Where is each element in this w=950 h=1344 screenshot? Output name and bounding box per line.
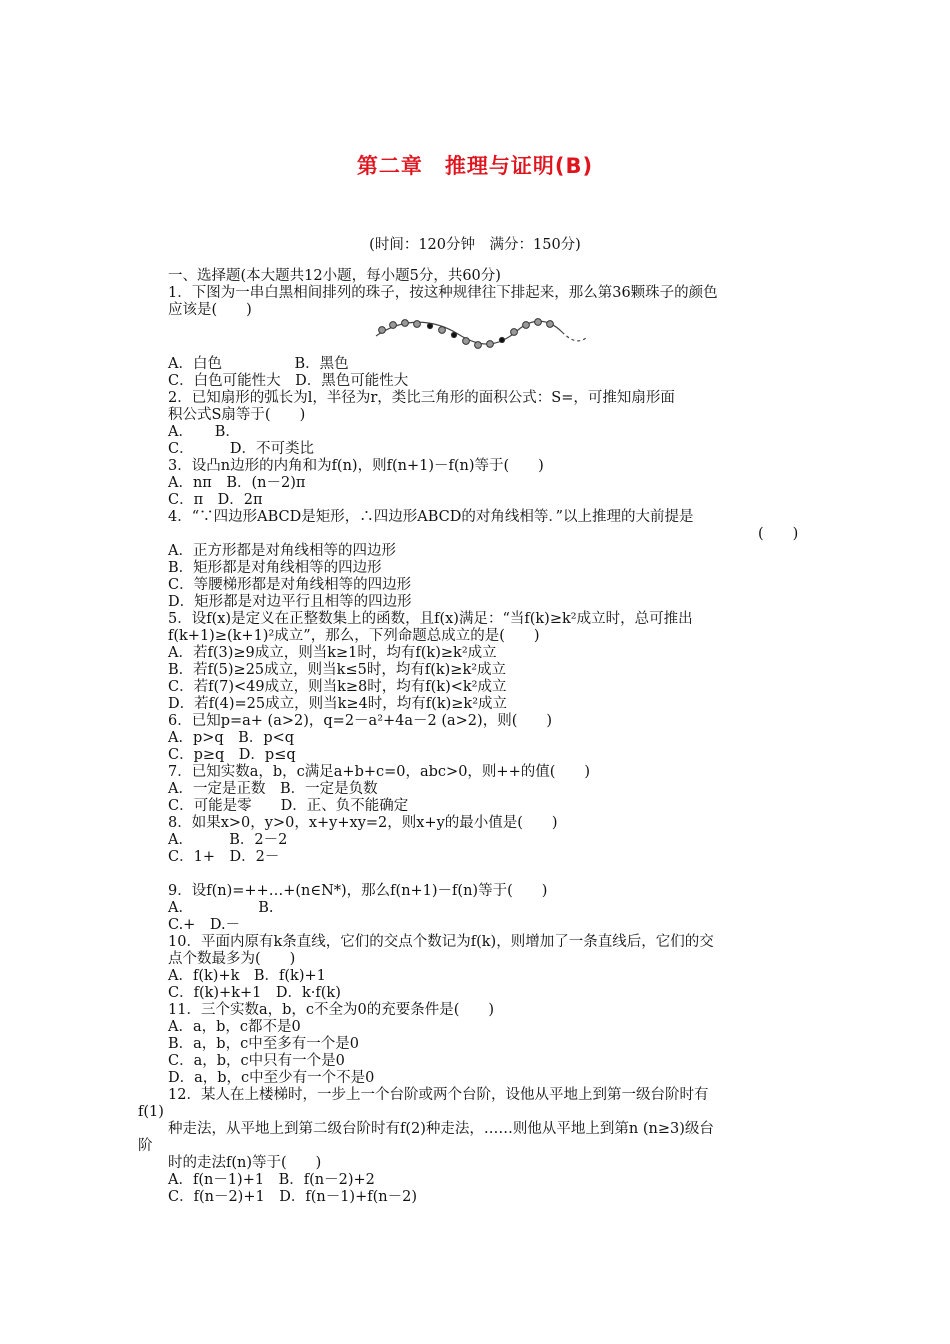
q5-option-d: D．若f(4)=25成立，则当k≥4时，均有f(k)≥k²成立 xyxy=(168,696,508,712)
question-4-answer-blank: ( ) xyxy=(758,526,799,542)
question-3-text: 3．设凸n边形的内角和为f(n)，则f(n+1)－f(n)等于( ) xyxy=(168,458,544,474)
q4-option-b: B．矩形都是对角线相等的四边形 xyxy=(168,560,382,576)
exam-info: (时间：120分钟 满分：150分) xyxy=(369,237,581,253)
q11-option-d: D．a，b，c中至少有一个不是0 xyxy=(168,1070,375,1086)
question-12-text-wrap: f(1) xyxy=(138,1104,164,1120)
q6-options-cd: C．p≥q D．p≤q xyxy=(168,747,296,763)
question-10-text-cont: 点个数最多为( ) xyxy=(168,951,296,967)
q2-options-cd: C． D．不可类比 xyxy=(168,441,314,457)
q10-options-ab: A．f(k)+k B．f(k)+1 xyxy=(168,968,326,984)
page-title: 第二章 推理与证明(B) xyxy=(356,154,594,178)
q6-options-ab: A．p>q B．p<q xyxy=(168,730,295,746)
question-12-text-cont: 种走法，从平地上到第二级台阶时有f(2)种走法，……则他从平地上到第n (n≥3)级台 xyxy=(168,1121,714,1137)
question-9-text: 9．设f(n)=++…+(n∈N*)，那么f(n+1)－f(n)等于( ) xyxy=(168,883,548,899)
q11-option-b: B．a，b，c中至多有一个是0 xyxy=(168,1036,359,1052)
question-2-text: 2．已知扇形的弧长为l，半径为r，类比三角形的面积公式：S=，可推知扇形面 xyxy=(168,390,675,406)
q1-options-ab: A．白色 B．黑色 xyxy=(168,356,349,372)
q12-options-cd: C．f(n－2)+1 D．f(n－1)+f(n－2) xyxy=(168,1189,417,1205)
q12-options-ab: A．f(n－1)+1 B．f(n－2)+2 xyxy=(168,1172,375,1188)
question-2-text-cont: 积公式S扇等于( ) xyxy=(168,407,306,423)
q9-options-ab: A． B. xyxy=(168,900,274,916)
q2-options-ab: A． B． xyxy=(168,424,240,440)
q7-options-cd: C．可能是零 D．正、负不能确定 xyxy=(168,798,409,814)
q7-options-ab: A．一定是正数 B．一定是负数 xyxy=(168,781,378,797)
q5-option-a: A．若f(3)≥9成立，则当k≥1时，均有f(k)≥k²成立 xyxy=(168,645,497,661)
question-12-text-wrap-2: 阶 xyxy=(138,1138,153,1154)
q4-option-c: C．等腰梯形都是对角线相等的四边形 xyxy=(168,577,412,593)
question-7-text: 7．已知实数a，b，c满足a+b+c=0，abc>0，则++的值( ) xyxy=(168,764,591,780)
q5-option-c: C．若f(7)<49成立，则当k≥8时，均有f(k)<k²成立 xyxy=(168,679,507,695)
question-5-text: 5．设f(x)是定义在正整数集上的函数，且f(x)满足：“当f(k)≥k²成立时，总可推出 xyxy=(168,611,693,627)
q8-options-ab: A． B．2－2 xyxy=(168,832,288,848)
question-1-text: 1．下图为一串白黑相间排列的珠子，按这种规律往下排起来，那么第36颗珠子的颜色 xyxy=(168,285,718,301)
q10-options-cd: C．f(k)+k+1 D．k·f(k) xyxy=(168,985,341,1001)
q3-options-cd: C．π D．2π xyxy=(168,492,263,508)
q11-option-c: C．a，b，c中只有一个是0 xyxy=(168,1053,345,1069)
q4-option-a: A．正方形都是对角线相等的四边形 xyxy=(168,543,396,559)
question-12-text-end: 时的走法f(n)等于( ) xyxy=(168,1155,322,1171)
q4-option-d: D．矩形都是对边平行且相等的四边形 xyxy=(168,594,412,610)
q5-option-b: B．若f(5)≥25成立，则当k≤5时，均有f(k)≥k²成立 xyxy=(168,662,507,678)
question-11-text: 11．三个实数a，b，c不全为0的充要条件是( ) xyxy=(168,1002,495,1018)
question-1-text-cont: 应该是( ) xyxy=(168,302,252,318)
q3-options-ab: A．nπ B．(n－2)π xyxy=(168,475,306,491)
question-5-text-cont: f(k+1)≥(k+1)²成立”，那么，下列命题总成立的是( ) xyxy=(168,628,540,644)
q1-options-cd: C．白色可能性大 D．黑色可能性大 xyxy=(168,373,409,389)
section-heading: 一、选择题(本大题共12小题，每小题5分，共60分) xyxy=(168,268,501,284)
question-12-text: 12．某人在上楼梯时，一步上一个台阶或两个台阶，设他从平地上到第一级台阶时有 xyxy=(168,1087,709,1103)
question-10-text: 10．平面内原有k条直线，它们的交点个数记为f(k)，则增加了一条直线后，它们的交 xyxy=(168,934,714,950)
q11-option-a: A．a，b，c都不是0 xyxy=(168,1019,301,1035)
q9-options-cd: C.+ D.－ xyxy=(168,917,241,933)
question-6-text: 6．已知p=a+ (a>2)，q=2－a²+4a－2 (a>2)，则( ) xyxy=(168,713,553,729)
question-8-text: 8．如果x>0，y>0，x+y+xy=2，则x+y的最小值是( ) xyxy=(168,815,558,831)
bead-string-figure xyxy=(372,316,588,352)
q8-options-cd: C．1+ D．2－ xyxy=(168,849,280,865)
question-4-text: 4．“∵四边形ABCD是矩形，∴四边形ABCD的对角线相等．”以上推理的大前提是 xyxy=(168,509,694,525)
